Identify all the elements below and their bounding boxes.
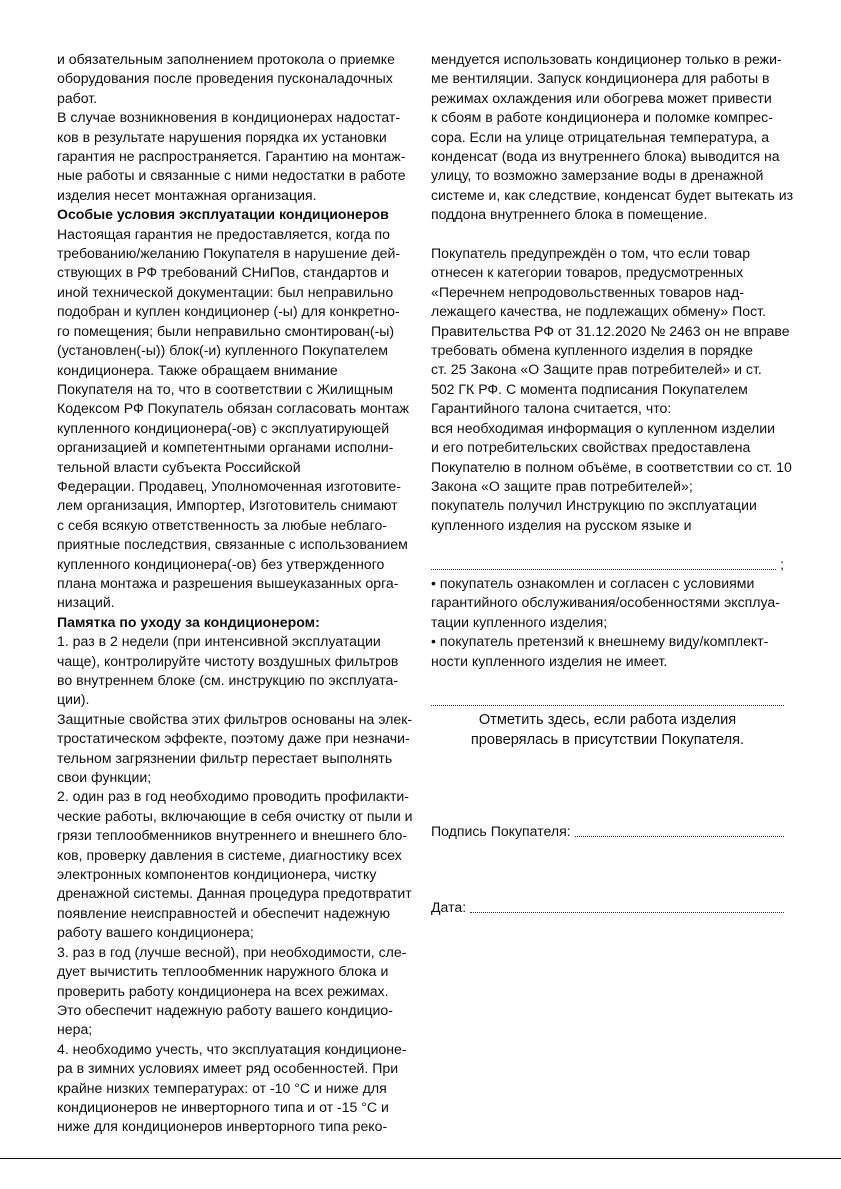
left-paragraph-8 [57,1040,407,1137]
left-paragraph-6 [57,787,413,942]
text-line: • покупатель претензий к внешнему виду/комплект- [431,633,769,650]
text-line: • покупатель ознакомлен и согласен с условиями [431,574,755,591]
text-line: Закона «О защите прав потребителей»; [431,477,693,494]
text-line: Это обеспечит надежную работу вашего кондицио- [57,1001,393,1018]
text-line: приятные последствия, связанные с использованием [57,536,408,553]
heading-special-conditions: Особые условия эксплуатации кондиционеров [57,206,389,223]
text-line: конденсат (вода из внутреннего блока) выводится на [431,148,780,165]
text-line: тельном загрязнении фильтр перестает выполнять [57,749,393,766]
signature-field[interactable] [575,835,784,837]
text-line: режимах охлаждения или обогрева может привести [431,89,772,106]
text-line: требовать обмена купленного изделия в порядке [431,342,754,359]
text-line: во внутреннем блоке (см. инструкцию по эксплуата- [57,672,399,688]
text-line: нера; [57,1021,93,1038]
text-line: 2. один раз в год необходимо проводить профилакти- [57,788,409,805]
text-line: иной технической документации: был неправильно [57,283,394,300]
check-presence-note [431,710,784,750]
text-line: покупатель получил Инструкцию по эксплуатации [431,497,757,514]
text-line: и его потребительских свойствах предоставлена [431,439,751,456]
text-line: ческие работы, включающие в себя очистку от пыли и [57,807,413,824]
bottom-rule [0,1158,841,1159]
text-line: 3. раз в год (лучше весной), при необходимости, сле- [57,943,407,960]
text-line: 1. раз в 2 недели (при интенсивной эксплуатации [57,633,381,650]
text-line: и обязательным заполнением протокола о приемке [57,51,395,67]
left-paragraph-4 [57,632,399,710]
text-line: (установлен(-ы)) блок(-и) купленного Покупателем [57,342,388,359]
text-line: грязи теплообменников внутреннего и внешнего бло- [57,827,408,844]
fill-in-line-mark[interactable] [431,690,784,709]
text-line: Кодексом РФ Покупатель обязан согласовать монтаж [57,400,409,417]
text-line: свои функции; [57,769,152,786]
text-line: «Перечнем непродовольственных товаров над- [431,283,744,300]
text-line: ра в зимних условиях имеет ряд особенностей. При [57,1060,399,1077]
text-line: организацией и компетентными органами исполни- [57,439,394,456]
text-line: Правительства РФ от 31.12.2020 № 2463 он не вправе [431,322,790,339]
right-paragraph-3 [431,574,784,671]
left-paragraph-7 [57,943,407,1040]
text-line: вся необходимая информация о купленном изделии [431,419,775,436]
text-line: кондиционеров не инверторного типа и от -15 °С и [57,1098,389,1115]
text-line: ков, проверку давления в системе, диагностику всех [57,846,402,863]
text-line: лежащего качества, не подлежащих обмену» Пост. [431,303,766,320]
left-paragraph-3 [57,225,409,613]
text-line: мендуется использовать кондиционер только в режи- [431,51,782,67]
spacer [431,225,784,244]
left-paragraph-1 [57,50,395,108]
text-line: требованию/желанию Покупателя в нарушение дей- [57,245,401,262]
right-paragraph-1 [431,50,794,225]
text-line: системе и, как следствие, конденсат будет вытекать из [431,186,794,203]
text-line: Настоящая гарантия не предоставляется, когда по [57,225,390,242]
signature-row [431,822,784,841]
text-line: плана монтажа и разрешения вышеуказанных орга- [57,574,399,591]
text-line: 4. необходимо учесть, что эксплуатация кондиционе- [57,1040,407,1057]
text-line: ции). [57,691,90,708]
text-line: работу вашего кондиционера; [57,924,254,941]
left-paragraph-2 [57,108,406,205]
text-line: ст. 25 Закона «О Защите прав потребителей» и ст. [431,361,762,378]
text-line: Федерации. Продавец, Уполномоченная изготовите- [57,477,401,494]
date-field[interactable] [470,911,784,913]
date-label: Дата: [431,899,467,915]
left-column [57,50,413,1137]
text-line: улицу, то возможно замерзание воды в дренажной [431,167,764,184]
text-line: отнесен к категории товаров, предусмотренных [431,264,744,281]
text-line: с себя всякую ответственность за любые неблаго- [57,516,387,533]
text-line: купленного кондиционера(-ов) без утвержденного [57,555,385,572]
text-line: оборудования после проведения пусконаладочных [57,70,393,87]
text-line: к сбоям в работе кондиционера и поломке компрес- [431,109,773,126]
text-line: сора. Если на улице отрицательная температура, а [431,128,770,145]
date-row [431,898,784,917]
text-line: поддона внутреннего блока в помещение. [431,206,708,223]
text-line: появление неисправностей и обеспечит надежную [57,904,391,921]
text-line: работ. [57,89,98,106]
text-line: ности купленного изделия не имеет. [431,652,668,669]
text-line: ные работы и связанные с ними недостатки в работе [57,167,406,184]
right-column [431,50,794,750]
text-line: Гарантийного талона считается, что: [431,400,672,417]
text-line: Защитные свойства этих фильтров основаны на элек- [57,710,413,727]
text-line: купленного изделия на русском языке и [431,516,692,533]
text-line: подобран и куплен кондиционер (-ы) для конкретно- [57,303,400,320]
spacer [431,671,784,690]
text-line: го помещения; были неправильно смонтирован(-ы) [57,322,395,339]
fill-in-line-language[interactable] [431,555,784,574]
text-line: чаще), контролируйте чистоту воздушных фильтров [57,652,399,669]
heading-care-memo: Памятка по уходу за кондиционером: [57,613,320,630]
text-line: крайне низких температурах: от -10 °С и ниже для [57,1079,387,1096]
text-line: Покупатель предупреждён о том, что если товар [431,245,751,262]
text-line: ме вентиляции. Запуск кондиционера для работы в [431,70,770,87]
text-line: проверить работу кондиционера на всех режимах. [57,982,389,999]
text-line: дует вычистить теплообменник наружного блока и [57,963,389,980]
text-line: кондиционера. Также обращаем внимание [57,361,338,378]
text-line: низаций. [57,594,115,611]
text-line: В случае возникновения в кондиционерах надостат- [57,109,401,126]
signature-label: Подпись Покупателя: [431,823,571,839]
text-line: Покупателя на то, что в соответствии с Жилищным [57,380,394,397]
left-paragraph-5 [57,710,413,788]
text-line: гарантия не распространяется. Гарантию на монтаж- [57,148,406,165]
spacer [431,535,784,554]
text-line: гарантийного обслуживания/особенностями эксплуа- [431,594,780,611]
right-paragraph-2 [431,244,792,535]
text-line: купленного кондиционера(-ов) с эксплуатирующей [57,419,390,436]
text-line: тации купленного изделия; [431,613,608,630]
text-line: ков в результате нарушения порядка их установки [57,128,387,145]
text-line: тельной власти субъекта Российской [57,458,301,475]
semicolon: ; [780,555,784,572]
text-line: лем организация, Импортер, Изготовитель снимают [57,497,398,514]
text-line: электронных компонентов кондиционера, чистку [57,866,377,883]
text-line: Отметить здесь, если работа изделия [478,711,737,728]
text-line: изделия несет монтажная организация. [57,186,317,203]
text-line: ниже для кондиционеров инверторного типа реко- [57,1118,388,1135]
text-line: Покупателю в полном объёме, в соответствии со ст. 10 [431,458,792,475]
text-line: ствующих в РФ требований СНиПов, стандартов и [57,264,389,281]
text-line: 502 ГК РФ. С момента подписания Покупателем [431,380,748,397]
text-line: дренажной системы. Данная процедура предотвратит [57,885,412,902]
text-line: проверялась в присутствии Покупателя. [470,731,745,748]
text-line: тростатическом эффекте, поэтому даже при незначи- [57,730,410,747]
